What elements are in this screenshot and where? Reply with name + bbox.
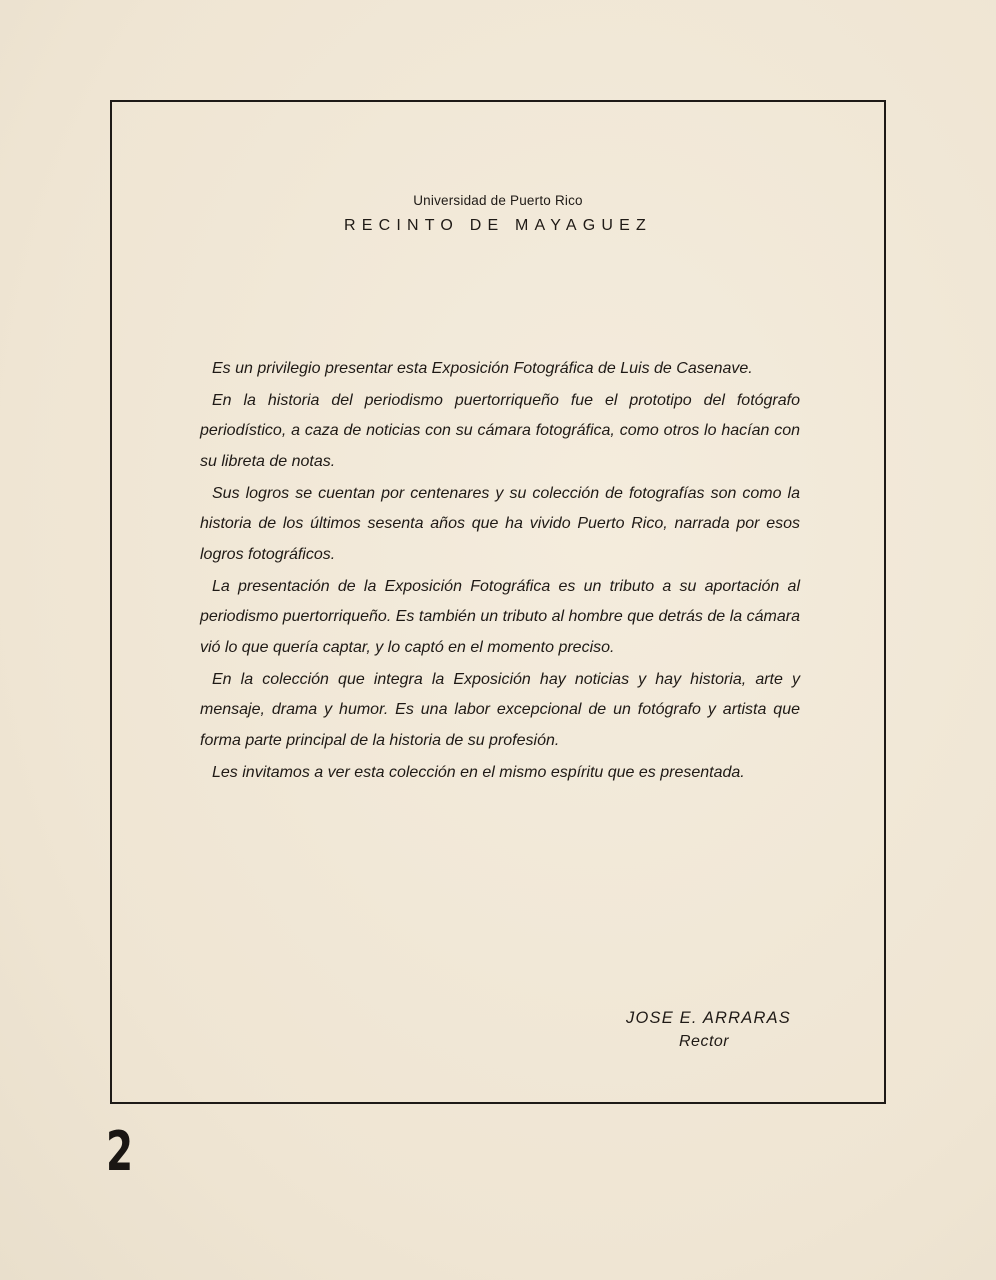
university-name: Universidad de Puerto Rico [413, 193, 583, 208]
signature-name: JOSE E. ARRARAS [626, 1009, 792, 1027]
signature-title: Rector [679, 1033, 730, 1050]
campus-name: RECINTO DE MAYAGUEZ [343, 217, 653, 234]
paragraph-6: Les invitamos a ver esta colección en el mismo espíritu que es presentada. [212, 763, 745, 781]
paragraph-4: La presentación de la Exposición Fotográfica es un tributo a su aportación al periodismo puertorriqueño. Es también un tributo al hombre que detrás de la cámara vió lo que quería captar, y lo captó en el momento preciso. [200, 577, 800, 656]
paragraph-3: Sus logros se cuentan por centenares y su colección de fotografías son como la historia de los últimos sesenta años que ha vivido Puerto Rico, narrada por esos logros fotográficos. [200, 484, 800, 563]
page-number: 2 [106, 1120, 134, 1183]
letter-body [200, 352, 800, 788]
paragraph-1: Es un privilegio presentar esta Exposición Fotográfica de Luis de Casenave. [212, 359, 753, 377]
paragraph-5: En la colección que integra la Exposición hay noticias y hay historia, arte y mensaje, drama y humor. Es una labor excepcional de un fotógrafo y artista que forma parte principal de la historia de su profesión. [200, 670, 800, 749]
paragraph-2: En la historia del periodismo puertorriqueño fue el prototipo del fotógrafo periodístico, a caza de noticias con su cámara fotográfica, como otros lo hacían con su libreta de notas. [200, 391, 800, 470]
